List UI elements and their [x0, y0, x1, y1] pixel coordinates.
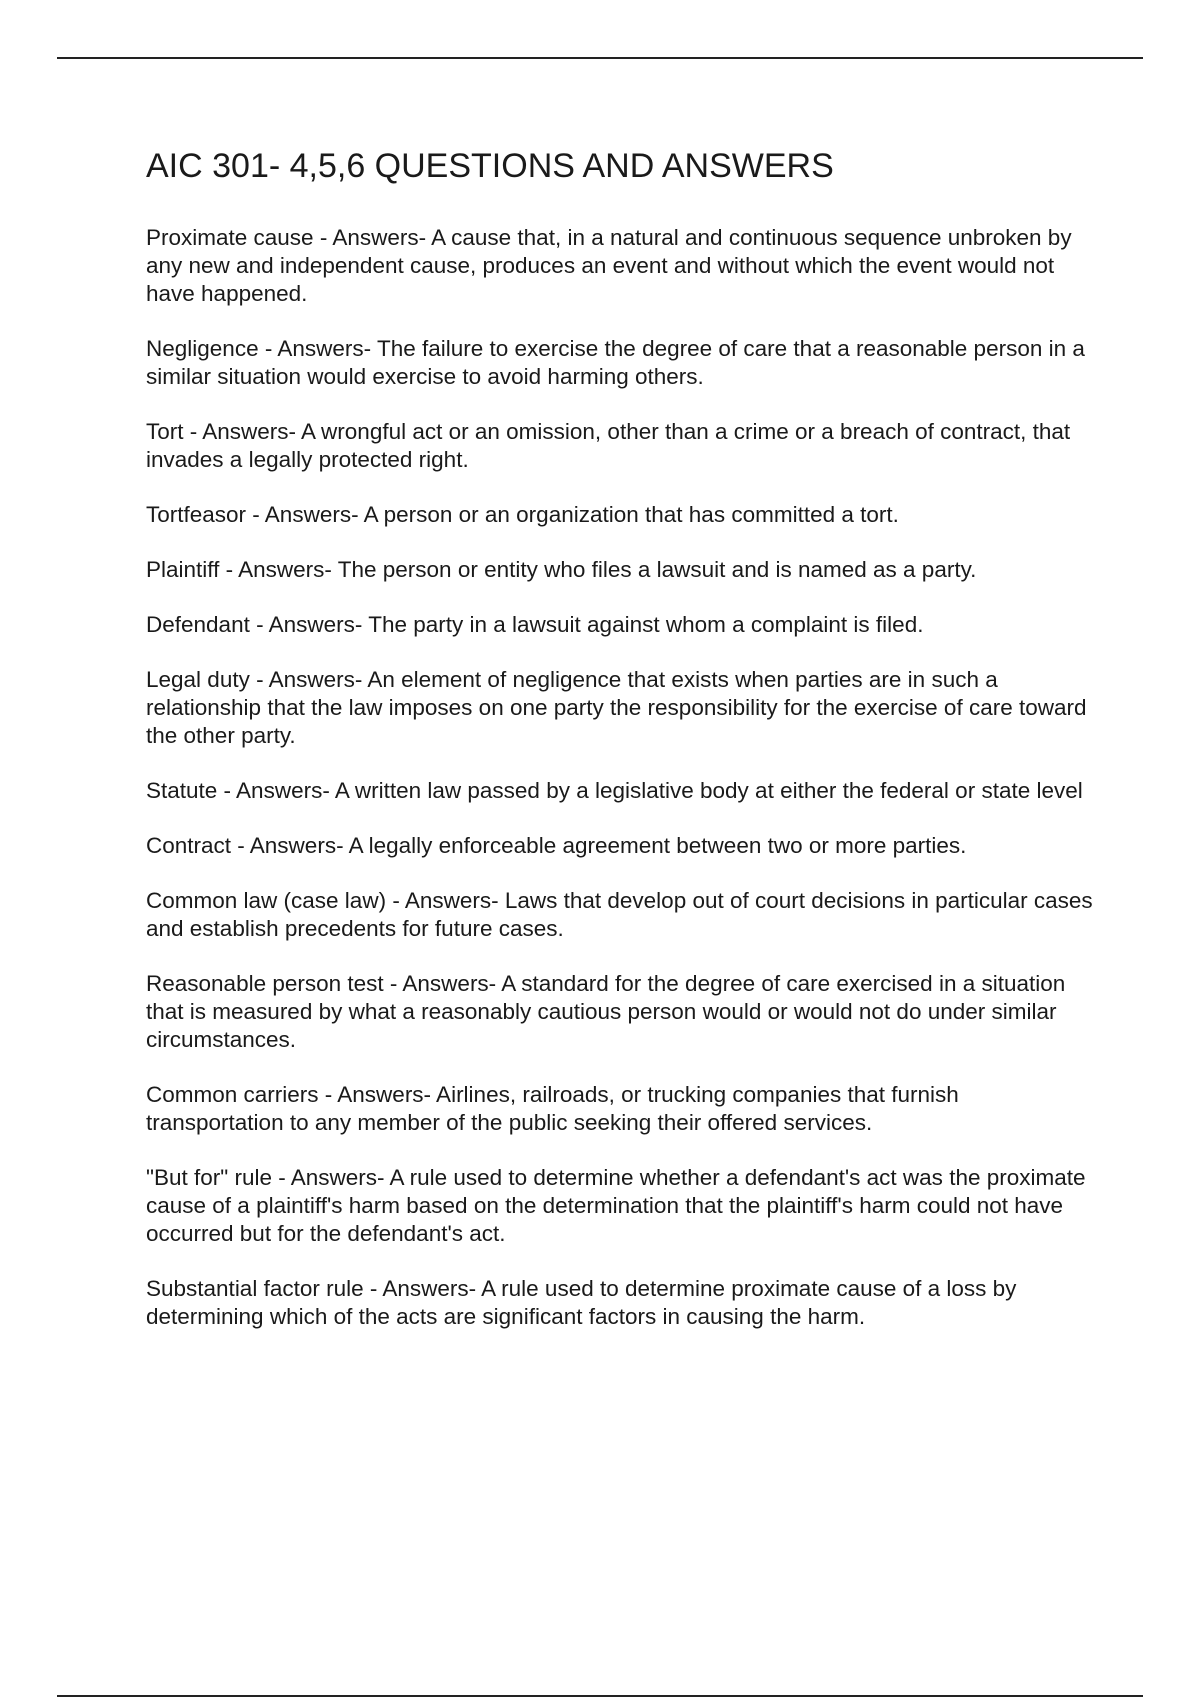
qa-entry-but-for-rule: "But for" rule - Answers- A rule used to determine whether a defendant's act was the proximate cause of a plaintiff's harm based on the determination that the plaintiff's harm could not have occurred but for the defendant's act.	[146, 1165, 1086, 1246]
qa-entry-contract: Contract - Answers- A legally enforceable agreement between two or more parties.	[146, 833, 967, 858]
qa-entry-substantial-factor-rule: Substantial factor rule - Answers- A rule used to determine proximate cause of a loss by determining which of the acts are significant factors in causing the harm.	[146, 1276, 1017, 1329]
page-title: AIC 301- 4,5,6 QUESTIONS AND ANSWERS	[146, 147, 834, 185]
qa-entry-legal-duty: Legal duty - Answers- An element of negligence that exists when parties are in such a relationship that the law imposes on one party the responsibility for the exercise of care toward the other party.	[146, 667, 1087, 748]
qa-entry-defendant: Defendant - Answers- The party in a lawsuit against whom a complaint is filed.	[146, 612, 924, 637]
qa-entry-proximate-cause: Proximate cause - Answers- A cause that, in a natural and continuous sequence unbroken by any new and independent cause, produces an event and without which the event would not have happened.	[146, 225, 1072, 306]
document-body	[146, 146, 1096, 1358]
qa-entry-reasonable-person-test: Reasonable person test - Answers- A standard for the degree of care exercised in a situation that is measured by what a reasonably cautious person would or would not do under similar circumstances.	[146, 971, 1066, 1052]
top-rule	[57, 57, 1143, 59]
qa-entry-common-carriers: Common carriers - Answers- Airlines, railroads, or trucking companies that furnish transportation to any member of the public seeking their offered services.	[146, 1082, 959, 1135]
qa-entry-statute: Statute - Answers- A written law passed by a legislative body at either the federal or state level	[146, 778, 1083, 803]
qa-entry-tort: Tort - Answers- A wrongful act or an omission, other than a crime or a breach of contract, that invades a legally protected right.	[146, 419, 1071, 472]
qa-entry-tortfeasor: Tortfeasor - Answers- A person or an organization that has committed a tort.	[146, 502, 899, 527]
bottom-rule	[57, 1695, 1143, 1697]
qa-entry-common-law: Common law (case law) - Answers- Laws that develop out of court decisions in particular cases and establish precedents for future cases.	[146, 888, 1093, 941]
qa-entry-negligence: Negligence - Answers- The failure to exercise the degree of care that a reasonable person in a similar situation would exercise to avoid harming others.	[146, 336, 1085, 389]
qa-entry-plaintiff: Plaintiff - Answers- The person or entity who files a lawsuit and is named as a party.	[146, 557, 977, 582]
